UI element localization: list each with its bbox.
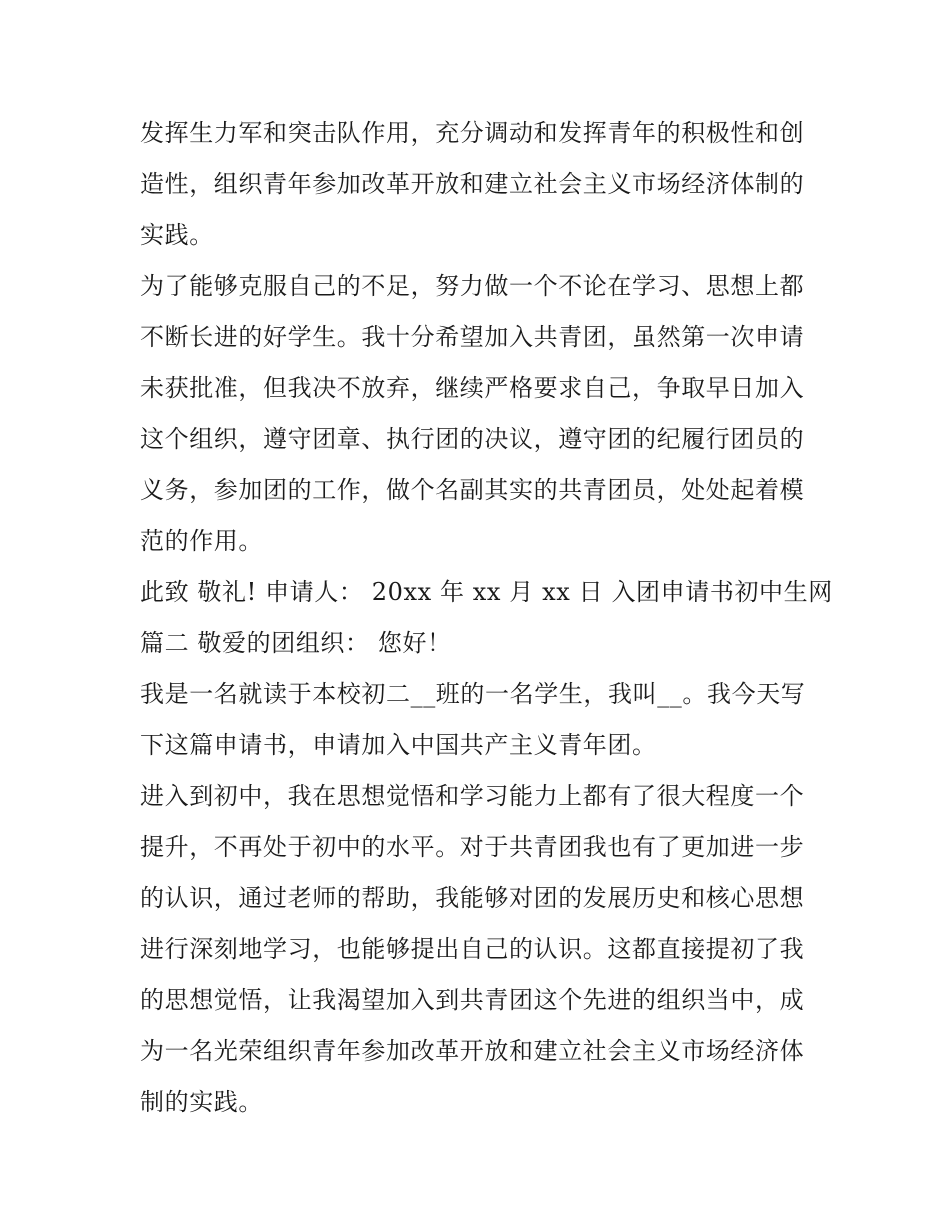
text-line: 这个组织，遵守团章、执行团的决议，遵守团的纪履行团员的 xyxy=(140,425,805,453)
text-line: 义务，参加团的工作，做个名副其实的共青团员，处处起着模 xyxy=(140,476,805,504)
text-line: 进入到初中，我在思想觉悟和学习能力上都有了很大程度一个 xyxy=(140,782,805,810)
closing-line: 此致 敬礼! 申请人： 20xx 年 xx 月 xx 日 入团申请书初中生网 xyxy=(140,578,833,606)
text-line: 我是一名就读于本校初二__班的一名学生，我叫__。我今天写 xyxy=(140,680,806,708)
text-line: 为一名光荣组织青年参加改革开放和建立社会主义市场经济体 xyxy=(140,1037,805,1065)
text-line: 造性，组织青年参加改革开放和建立社会主义市场经济体制的 xyxy=(140,170,805,198)
text-line: 范的作用。 xyxy=(140,527,263,555)
text-line: 提升，不再处于初中的水平。对于共青团我也有了更加进一步 xyxy=(140,833,805,861)
text-line: 为了能够克服自己的不足，努力做一个不论在学习、思想上都 xyxy=(140,272,805,300)
text-line: 未获批准，但我决不放弃，继续严格要求自己，争取早日加入 xyxy=(140,374,805,402)
text-line: 的认识，通过老师的帮助，我能够对团的发展历史和核心思想 xyxy=(140,884,805,912)
text-line: 下这篇申请书，申请加入中国共产主义青年团。 xyxy=(140,731,657,759)
document-body xyxy=(140,108,833,1128)
text-line: 的思想觉悟，让我渴望加入到共青团这个先进的组织当中，成 xyxy=(140,986,805,1014)
text-line: 不断长进的好学生。我十分希望加入共青团，虽然第一次申请 xyxy=(140,323,805,351)
text-line: 制的实践。 xyxy=(140,1088,263,1116)
text-line: 进行深刻地学习，也能够提出自己的认识。这都直接提初了我 xyxy=(140,935,805,963)
text-line: 发挥生力军和突击队作用，充分调动和发挥青年的积极性和创 xyxy=(140,119,805,147)
text-line: 实践。 xyxy=(140,221,214,249)
section-heading-line: 篇二 敬爱的团组织： 您好！ xyxy=(140,629,452,657)
